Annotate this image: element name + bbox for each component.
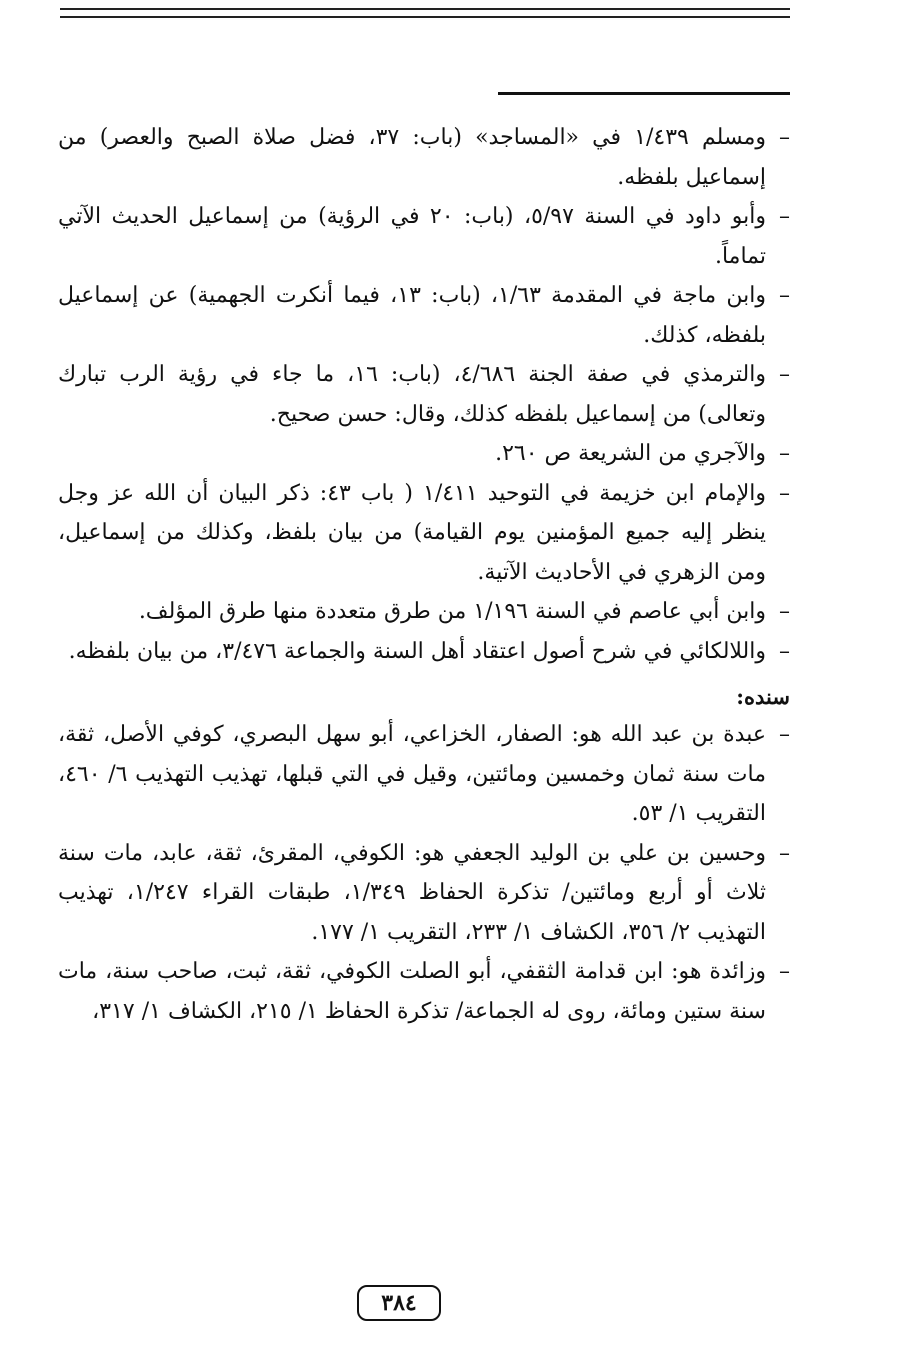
paragraph-text: وحسين بن علي بن الوليد الجعفي هو: الكوفي، المقرئ، ثقة، عابد، مات سنة ثلاث أو أربع ومائتين/ تذكرة الحفاظ ١/٣٤٩، طبقات القراء ١/٢٤٧، تهذيب التهذيب ٢/ ٣٥٦، الكشاف ١/ ٢٣٣، التقريب ١/ ١٧٧. (58, 840, 767, 945)
footnote-paragraph: –والإمام ابن خزيمة في التوحيد ١/٤١١ ( باب ٤٣: ذكر البيان أن الله عز وجل ينظر إليه جميع المؤمنين يوم القيامة) من بيان بلفظ، وكذلك من إسماعيل، ومن الزهري في الأحاديث الآتية. (58, 480, 790, 585)
paragraph-text: واللالكائي في شرح أصول اعتقاد أهل السنة والجماعة ٣/٤٧٦، من بيان بلفظه. (68, 638, 766, 664)
sanad-paragraph: –وزائدة هو: ابن قدامة الثقفي، أبو الصلت الكوفي، ثقة، ثبت، صاحب سنة، مات سنة ستين ومائة، روى له الجماعة/ تذكرة الحفاظ ١/ ٢١٥، الكشاف ١/ ٣١٧، (58, 959, 790, 1024)
page-number: ٣٨٤ (357, 1285, 441, 1321)
paragraph-text: ومسلم ١/٤٣٩ في «المساجد» (باب: ٣٧، فضل صلاة الصبح والعصر) من إسماعيل بلفظه. (58, 125, 766, 190)
paragraph-text: وزائدة هو: ابن قدامة الثقفي، أبو الصلت الكوفي، ثقة، ثبت، صاحب سنة، مات سنة ستين ومائة، روى له الجماعة/ تذكرة الحفاظ ١/ ٢١٥، الكشاف ١/ ٣١٧، (58, 959, 766, 1024)
header-rule-bottom (60, 16, 790, 18)
paragraph-text: وابن ماجة في المقدمة ١/٦٣، (باب: ١٣، فيما أنكرت الجهمية) عن إسماعيل بلفظه، كذلك. (58, 283, 767, 348)
section-heading: سنده: (736, 684, 790, 709)
sanad-paragraph: –وحسين بن علي بن الوليد الجعفي هو: الكوفي، المقرئ، ثقة، عابد، مات سنة ثلاث أو أربع ومائتين/ تذكرة الحفاظ ١/٣٤٩، طبقات القراء ١/٢٤٧، تهذيب التهذيب ٢/ ٣٥٦، الكشاف ١/ ٢٣٣، التقريب ١/ ١٧٧. (58, 840, 790, 945)
header-rule-top (60, 8, 790, 10)
footnote-paragraph: –والترمذي في صفة الجنة ٤/٦٨٦، (باب: ١٦، ما جاء في رؤية الرب تبارك وتعالى) من إسماعيل بلفظه كذلك، وقال: حسن صحيح. (58, 362, 790, 427)
paragraph-text: وأبو داود في السنة ٥/٩٧، (باب: ٢٠ في الرؤية) من إسماعيل الحديث الآتي تماماً. (58, 204, 766, 269)
footnote-paragraph: –والآجري من الشريعة ص ٢٦٠. (495, 441, 790, 466)
paragraph-text: والترمذي في صفة الجنة ٤/٦٨٦، (باب: ١٦، ما جاء في رؤية الرب تبارك وتعالى) من إسماعيل بلفظه كذلك، وقال: حسن صحيح. (58, 362, 766, 427)
paragraph-text: والآجري من الشريعة ص ٢٦٠. (495, 441, 766, 466)
footnote-paragraph: –واللالكائي في شرح أصول اعتقاد أهل السنة والجماعة ٣/٤٧٦، من بيان بلفظه. (68, 638, 790, 664)
paragraph-text: وابن أبي عاصم في السنة ١/١٩٦ من طرق متعددة منها طرق المؤلف. (138, 599, 766, 624)
footnote-separator (498, 92, 790, 95)
footnote-paragraph: –ومسلم ١/٤٣٩ في «المساجد» (باب: ٣٧، فضل صلاة الصبح والعصر) من إسماعيل بلفظه. (58, 125, 790, 190)
footnote-text (58, 118, 790, 1031)
paragraph-text: عبدة بن عبد الله هو: الصفار، الخزاعي، أبو سهل البصري، كوفي الأصل، ثقة، مات سنة ثمان وخمسين ومائتين، وقيل في التي قبلها، تهذيب التهذيب ٦/ ٤٦٠، التقريب ١/ ٥٣. (58, 722, 766, 826)
footnote-paragraph: –وأبو داود في السنة ٥/٩٧، (باب: ٢٠ في الرؤية) من إسماعيل الحديث الآتي تماماً. (58, 204, 790, 269)
footnote-paragraph: –وابن ماجة في المقدمة ١/٦٣، (باب: ١٣، فيما أنكرت الجهمية) عن إسماعيل بلفظه، كذلك. (58, 283, 791, 348)
footnote-paragraph: –وابن أبي عاصم في السنة ١/١٩٦ من طرق متعددة منها طرق المؤلف. (138, 599, 790, 624)
paragraph-text: والإمام ابن خزيمة في التوحيد ١/٤١١ ( باب ٤٣: ذكر البيان أن الله عز وجل ينظر إليه جميع المؤمنين يوم القيامة) من بيان بلفظ، وكذلك من إسماعيل، ومن الزهري في الأحاديث الآتية. (58, 480, 766, 585)
sanad-paragraph: –عبدة بن عبد الله هو: الصفار، الخزاعي، أبو سهل البصري، كوفي الأصل، ثقة، مات سنة ثمان وخمسين ومائتين، وقيل في التي قبلها، تهذيب التهذيب ٦/ ٤٦٠، التقريب ١/ ٥٣. (58, 722, 790, 826)
